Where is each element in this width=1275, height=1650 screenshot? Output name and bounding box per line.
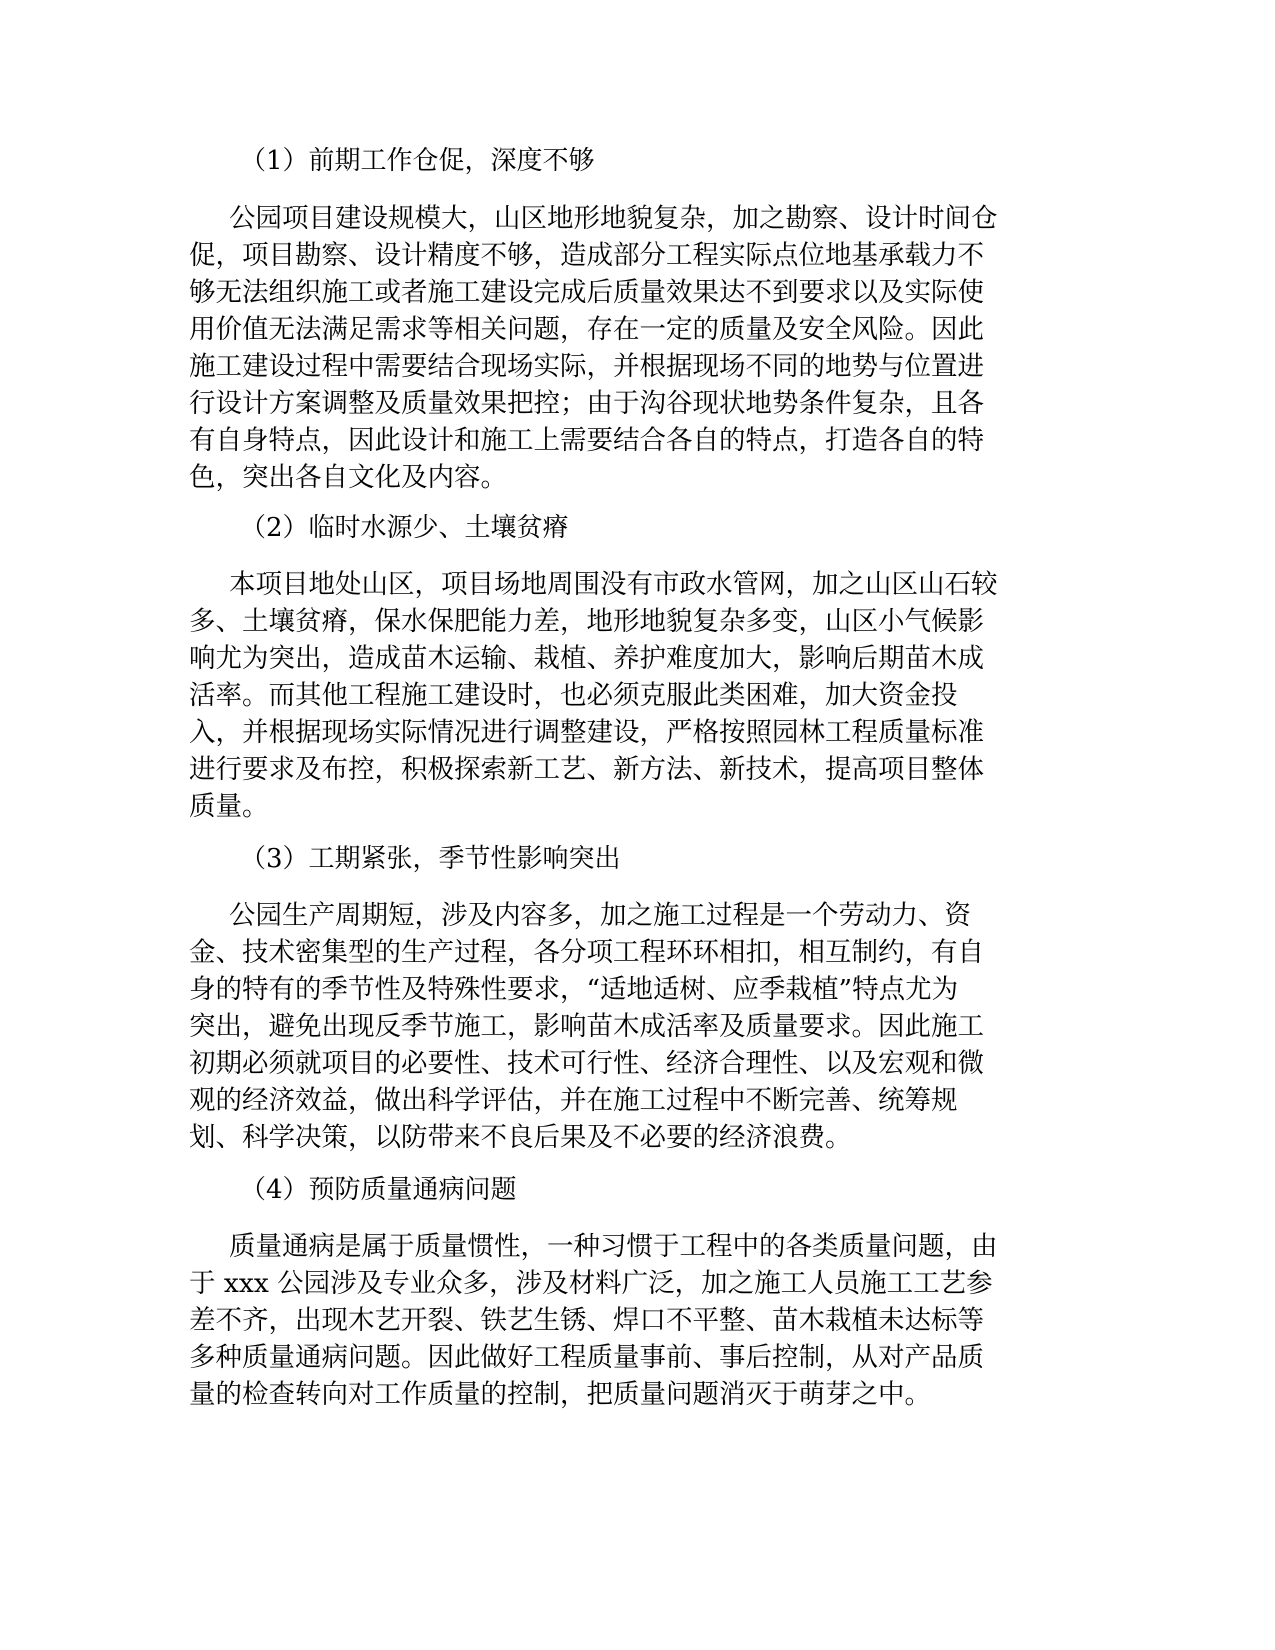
paragraph-line: 多、土壤贫瘠，保水保肥能力差，地形地貌复杂多变，山区小气候影 — [189, 606, 984, 637]
paragraph-line: 有自身特点，因此设计和施工上需要结合各自的特点，打造各自的特 — [189, 425, 984, 456]
paragraph-line: 划、科学决策，以防带来不良后果及不必要的经济浪费。 — [189, 1122, 852, 1153]
section-paragraph-1 — [189, 201, 1089, 497]
paragraph-line: 促，项目勘察、设计精度不够，造成部分工程实际点位地基承载力不 — [189, 240, 984, 271]
paragraph-line: 施工建设过程中需要结合现场实际，并根据现场不同的地势与位置进 — [189, 351, 984, 382]
paragraph-line: 色，突出各自文化及内容。 — [189, 462, 507, 493]
paragraph-line: 突出，避免出现反季节施工，影响苗木成活率及质量要求。因此施工 — [189, 1011, 984, 1042]
section-paragraph-4 — [189, 1229, 1089, 1414]
paragraph-line: 够无法组织施工或者施工建设完成后质量效果达不到要求以及实际使 — [189, 277, 984, 308]
paragraph-line: 量的检查转向对工作质量的控制，把质量问题消灭于萌芽之中。 — [189, 1379, 931, 1410]
paragraph-line: 公园生产周期短，涉及内容多，加之施工过程是一个劳动力、资 — [229, 900, 971, 931]
paragraph-line: 于 xxx 公园涉及专业众多，涉及材料广泛，加之施工人员施工工艺参 — [189, 1268, 993, 1299]
paragraph-line: 响尤为突出，造成苗木运输、栽植、养护难度加大，影响后期苗木成 — [189, 643, 984, 674]
paragraph-line: 身的特有的季节性及特殊性要求，“适地适树、应季栽植”特点尤为 — [189, 974, 959, 1005]
paragraph-line: 入，并根据现场实际情况进行调整建设，严格按照园林工程质量标准 — [189, 717, 984, 748]
section-heading-1: （1）前期工作仓促，深度不够 — [240, 146, 595, 176]
paragraph-line: 质量。 — [189, 791, 269, 822]
paragraph-line: 多种质量通病问题。因此做好工程质量事前、事后控制，从对产品质 — [189, 1342, 984, 1373]
paragraph-line: 观的经济效益，做出科学评估，并在施工过程中不断完善、统筹规 — [189, 1085, 958, 1116]
section-heading-3: （3）工期紧张，季节性影响突出 — [240, 844, 621, 874]
paragraph-line: 本项目地处山区，项目场地周围没有市政水管网，加之山区山石较 — [229, 569, 998, 600]
paragraph-line: 进行要求及布控，积极探索新工艺、新方法、新技术，提高项目整体 — [189, 754, 984, 785]
paragraph-line: 质量通病是属于质量惯性，一种习惯于工程中的各类质量问题，由 — [229, 1231, 998, 1262]
paragraph-line: 活率。而其他工程施工建设时，也必须克服此类困难，加大资金投 — [189, 680, 958, 711]
section-heading-2: （2）临时水源少、土壤贫瘠 — [240, 513, 569, 543]
paragraph-line: 用价值无法满足需求等相关问题，存在一定的质量及安全风险。因此 — [189, 314, 984, 345]
section-paragraph-2 — [189, 567, 1089, 826]
section-paragraph-3 — [189, 898, 1089, 1157]
paragraph-line: 公园项目建设规模大，山区地形地貌复杂，加之勘察、设计时间仓 — [229, 203, 998, 234]
paragraph-line: 行设计方案调整及质量效果把控；由于沟谷现状地势条件复杂，且各 — [189, 388, 984, 419]
paragraph-line: 初期必须就项目的必要性、技术可行性、经济合理性、以及宏观和微 — [189, 1048, 984, 1079]
section-heading-4: （4）预防质量通病问题 — [240, 1175, 517, 1205]
paragraph-line: 金、技术密集型的生产过程，各分项工程环环相扣，相互制约，有自 — [189, 937, 984, 968]
paragraph-line: 差不齐，出现木艺开裂、铁艺生锈、焊口不平整、苗木栽植未达标等 — [189, 1305, 984, 1336]
